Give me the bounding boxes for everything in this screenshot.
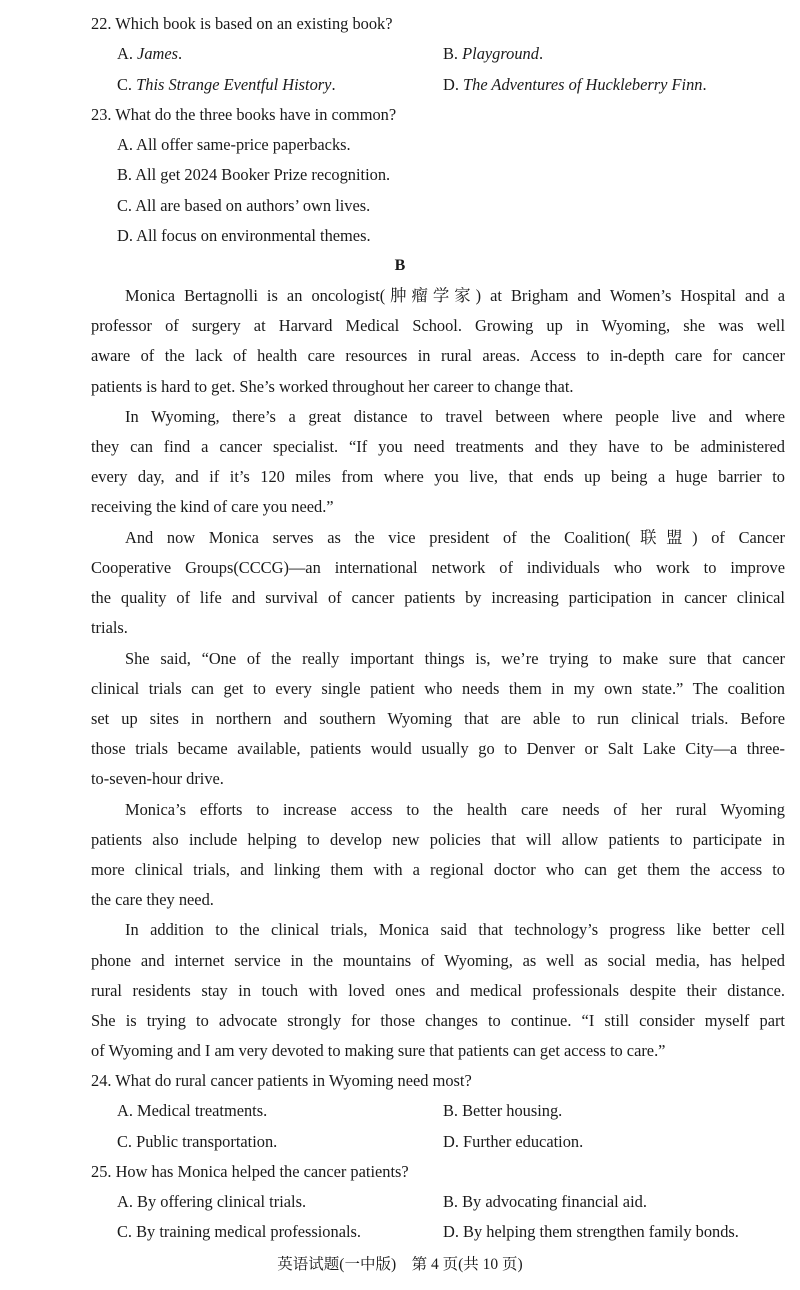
question-25-option-d: D. By helping them strengthen family bonds. <box>443 1222 739 1241</box>
question-23-option-c: C. All are based on authors’ own lives. <box>117 196 371 215</box>
passage-line: they can find a cancer specialist. “If you need treatments and they have to be administered <box>91 437 785 456</box>
passage-line: those trials became available, patients would usually go to Denver or Salt Lake City—a three- <box>91 739 785 758</box>
question-25-stem: 25. How has Monica helped the cancer patients? <box>91 1162 409 1181</box>
passage-line: aware of the lack of health care resources in rural areas. Access to in-depth care for cancer <box>91 346 785 365</box>
passage-line: patients also include helping to develop new policies that will allow patients to participate in <box>91 830 785 849</box>
question-22-option-c: C. This Strange Eventful History. <box>117 75 336 94</box>
question-24-option-a: A. Medical treatments. <box>117 1101 268 1120</box>
passage-line: the quality of life and survival of cancer patients by increasing participation in cancer clinical <box>91 588 785 607</box>
passage-line: every day, and if it’s 120 miles from where you live, that ends up being a huge barrier to <box>91 467 785 486</box>
passage-line: In addition to the clinical trials, Monica said that technology’s progress like better cell <box>125 920 785 939</box>
question-24-option-c: C. Public transportation. <box>117 1132 278 1151</box>
passage-line: to-seven-hour drive. <box>91 769 224 788</box>
passage-line: In Wyoming, there’s a great distance to travel between where people live and where <box>125 407 785 426</box>
passage-line: patients is hard to get. She’s worked throughout her career to change that. <box>91 377 574 396</box>
question-23-stem: 23. What do the three books have in common? <box>91 105 397 124</box>
question-24-option-b: B. Better housing. <box>443 1101 563 1120</box>
passage-line: She said, “One of the really important things is, we’re trying to make sure that cancer <box>125 649 785 668</box>
passage-line: trials. <box>91 618 128 637</box>
question-24-stem: 24. What do rural cancer patients in Wyoming need most? <box>91 1071 472 1090</box>
question-22-option-b: B. Playground. <box>443 44 544 63</box>
passage-line: more clinical trials, and linking them with a regional doctor who can get them the access to <box>91 860 785 879</box>
question-25-option-b: B. By advocating financial aid. <box>443 1192 647 1211</box>
passage-line: Cooperative Groups(CCCG)—an international network of individuals who work to improve <box>91 558 785 577</box>
passage-line: Monica Bertagnolli is an oncologist(肿瘤学家) at Brigham and Women’s Hospital and a <box>125 286 785 305</box>
question-23-option-d: D. All focus on environmental themes. <box>117 226 371 245</box>
question-23-option-a: A. All offer same-price paperbacks. <box>117 135 351 154</box>
passage-line: clinical trials can get to every single patient who needs them in my own state.” The coalition <box>91 679 785 698</box>
question-25-option-c: C. By training medical professionals. <box>117 1222 361 1241</box>
passage-line: receiving the kind of care you need.” <box>91 497 334 516</box>
passage-line: set up sites in northern and southern Wyoming that are able to run clinical trials. Before <box>91 709 785 728</box>
passage-line: the care they need. <box>91 890 214 909</box>
question-23-option-b: B. All get 2024 Booker Prize recognition. <box>117 165 391 184</box>
passage-line: professor of surgery at Harvard Medical School. Growing up in Wyoming, she was well <box>91 316 785 335</box>
page-footer: 英语试题(一中版) 第 4 页(共 10 页) <box>277 1256 523 1273</box>
passage-line: Monica’s efforts to increase access to the health care needs of her rural Wyoming <box>125 800 785 819</box>
question-22-stem: 22. Which book is based on an existing book? <box>91 14 393 33</box>
question-25-option-a: A. By offering clinical trials. <box>117 1192 307 1211</box>
passage-line: And now Monica serves as the vice president of the Coalition(联盟) of Cancer <box>125 528 785 547</box>
question-22-option-d: D. The Adventures of Huckleberry Finn. <box>443 75 707 94</box>
passage-line: She is trying to advocate strongly for those changes to continue. “I still consider myself part <box>91 1011 785 1030</box>
passage-line: phone and internet service in the mountains of Wyoming, as well as social media, has helped <box>91 951 785 970</box>
passage-line: rural residents stay in touch with loved ones and medical professionals despite their distance. <box>91 981 785 1000</box>
question-24-option-d: D. Further education. <box>443 1132 584 1151</box>
passage-line: of Wyoming and I am very devoted to making sure that patients can get access to care.” <box>91 1041 666 1060</box>
question-22-option-a: A. James. <box>117 44 183 63</box>
section-heading-b: B <box>394 257 406 274</box>
